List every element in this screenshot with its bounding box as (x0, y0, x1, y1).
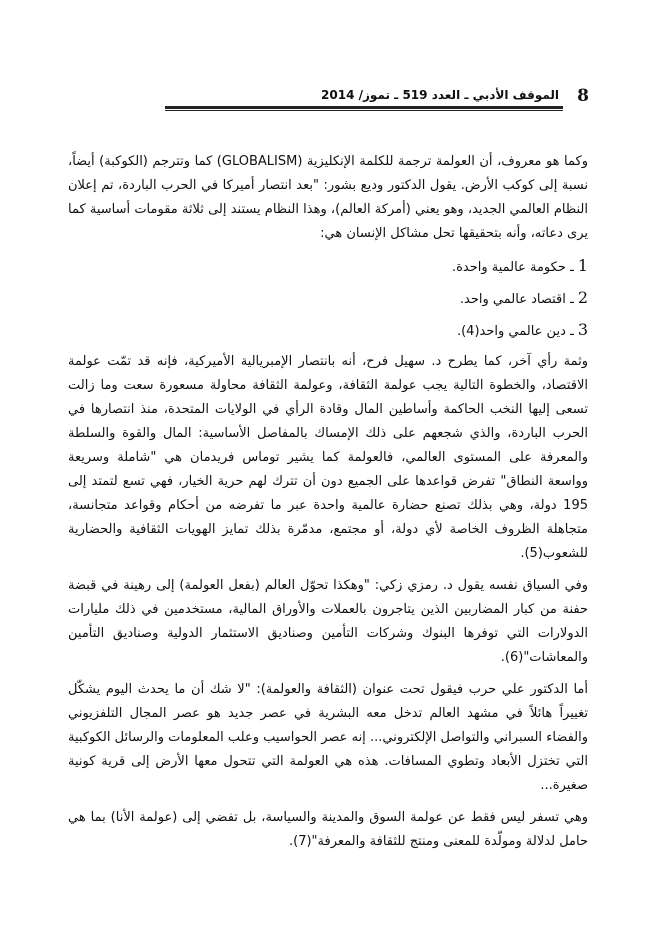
list-item (68, 254, 588, 280)
paragraph: أما الدكتور علي حرب فيقول تحت عنوان (الثقافة والعولمة): "لا شك أن ما يحدث اليوم يشكّل تغييراً هائلاً في مشهد العالم تدخل معه البشرية في عصر جديد هو عصر المجال التلفزيوني والفضاء السبراني والتواصل الإلكتروني... إنه عصر الحواسيب وعلب المعلومات والرسائل الكوكبية التي تختزل الأبعاد وتطوي المسافات. هذه هي العولمة التي تتحول معها الأرض إلى قرية كونية صغيرة... (68, 682, 588, 793)
list-text: ـ اقتصاد عالمي واحد. (459, 292, 574, 307)
list-item (68, 318, 588, 344)
page-number: 8 (577, 86, 589, 106)
header-rule (165, 106, 563, 111)
page-header (165, 86, 587, 108)
paragraph: وثمة رأي آخر، كما يطرح د. سهيل فرح، أنه بانتصار الإمبريالية الأميركية، فإنه قد تمّت عولمة الاقتصاد، والخطوة التالية يجب عولمة الثقافة، وعولمة الثقافة محاولة مسعورة سعت وما زالت تسعى إليها النخب الحاكمة وأساطين المال وقادة الرأي في الولايات المتحدة، منذ انتصارها في الحرب الباردة، والذي شجعهم على ذلك الإمساك بالمفاصل الأساسية: المال والقوة والسلطة والمعرفة على المستوى العالمي، فالعولمة كما يشير توماس فريدمان هي "شاملة وسريعة وواسعة النطاق" تفرض قواعدها على الجميع دون أن تترك لهم حرية الخيار، فهي تسع لتمتد إلى 195 دولة، وهي بذلك تصنع حضارة عالمية واحدة عبر ما تفرضه من أحكام وقواعد متجانسة، متجاهلة الظروف الخاصة لأي دولة، أو مجتمع، مدمّرة بذلك تمايز الهويات الثقافية والحضارية للشعوب(5). (68, 354, 588, 561)
list-item (68, 286, 588, 312)
paragraph: وفي السياق نفسه يقول د. رمزي زكي: "وهكذا تحوّل العالم (بفعل العولمة) إلى رهينة في قبضة حفنة من كبار المضاربين الذين يتاجرون بالعملات والأوراق المالية، مستخدمين في ذلك مليارات الدولارات التي توفرها البنوك وشركات التأمين وصناديق الاستثمار الدولية وصناديق التأمين والمعاشات"(6). (68, 578, 588, 665)
list-text: ـ حكومة عالمية واحدة. (451, 260, 574, 275)
list-number: 1 (577, 256, 588, 275)
journal-issue-title: الموقف الأدبي ـ العدد 519 ـ تموز/ 2014 (321, 88, 559, 102)
principles-list (68, 254, 588, 344)
article-body (68, 150, 588, 862)
paragraph: وهي تسفر ليس فقط عن عولمة السوق والمدينة والسياسة، بل تفضي إلى (عولمة الأنا) بما هي حامل لدلالة ومولّدة للمعنى ومنتج للثقافة والمعرفة"(7). (68, 810, 588, 849)
list-number: 2 (577, 288, 588, 307)
list-number: 3 (577, 320, 588, 339)
list-text: ـ دين عالمي واحد(4). (456, 324, 574, 339)
paragraph: وكما هو معروف، أن العولمة ترجمة للكلمة الإنكليزية (GLOBALISM) كما وتترجم (الكوكبة) أيضاً، نسبة إلى كوكب الأرض. يقول الدكتور وديع بشور: "بعد انتصار أميركا في الحرب الباردة، تم إعلان النظام العالمي الجديد، وهو يعني (أمركة العالم)، وهذا النظام يستند إلى ثلاثة مقومات أساسية كما يرى دعاته، وأنه بتحقيقها تحل مشاكل الإنسان هي: (68, 154, 588, 241)
